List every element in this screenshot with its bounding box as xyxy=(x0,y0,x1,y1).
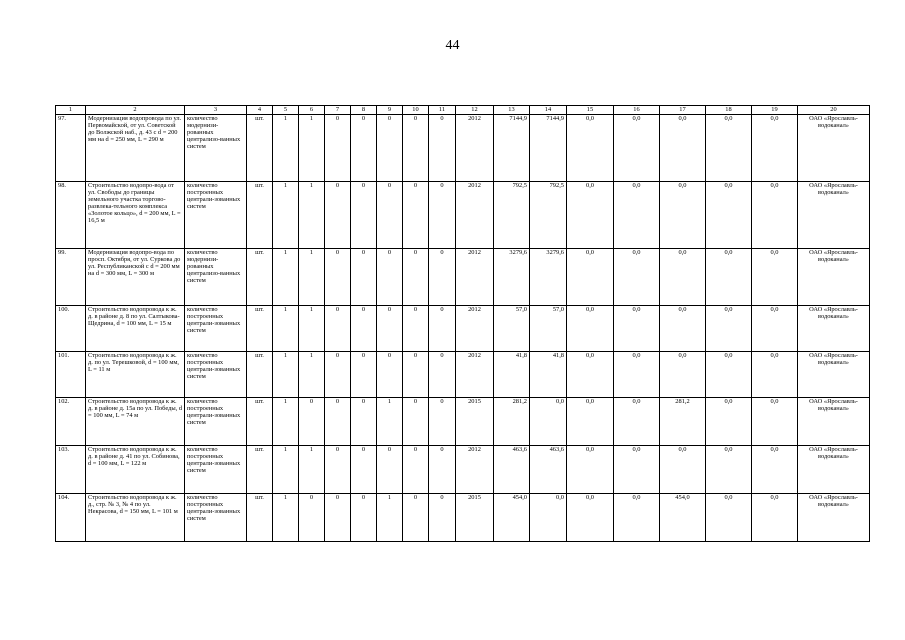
value-col-5: 1 xyxy=(273,352,299,398)
cost-col-16: 0,0 xyxy=(614,249,660,306)
row-number: 99. xyxy=(56,249,86,306)
organization: ОАО «Ярославль-водоканал» xyxy=(798,352,870,398)
row-number: 102. xyxy=(56,398,86,446)
total-cost: 454,0 xyxy=(494,494,530,542)
value-col-11: 0 xyxy=(429,398,456,446)
value-col-5: 1 xyxy=(273,115,299,182)
cost-col-15: 0,0 xyxy=(567,352,614,398)
cost-col-14: 792,5 xyxy=(530,182,567,249)
table-row xyxy=(56,446,870,494)
project-name: Строительство водопровода к ж. д. по ул. Терешковой, d = 100 мм, L = 11 м xyxy=(86,352,185,398)
year: 2012 xyxy=(456,182,494,249)
cost-col-14: 0,0 xyxy=(530,494,567,542)
value-col-8: 0 xyxy=(351,249,377,306)
cost-col-14: 57,0 xyxy=(530,306,567,352)
project-name: Строительство водопро-вода от ул. Свободы до границы земельного участка торгово-развлека-тельного комплекса «Золотое кольцо», d = 200 мм, L = 16,5 м xyxy=(86,182,185,249)
year: 2012 xyxy=(456,115,494,182)
cost-col-16: 0,0 xyxy=(614,494,660,542)
value-col-8: 0 xyxy=(351,446,377,494)
total-cost: 57,0 xyxy=(494,306,530,352)
column-number-9: 9 xyxy=(377,106,403,115)
table-row xyxy=(56,115,870,182)
total-cost: 3279,6 xyxy=(494,249,530,306)
value-col-6: 1 xyxy=(299,182,325,249)
cost-col-14: 463,6 xyxy=(530,446,567,494)
value-col-7: 0 xyxy=(325,115,351,182)
cost-col-17: 281,2 xyxy=(660,398,706,446)
value-col-7: 0 xyxy=(325,352,351,398)
value-col-9: 0 xyxy=(377,306,403,352)
column-number-4: 4 xyxy=(247,106,273,115)
project-name: Строительство водопровода к ж. д. в районе д. 41 по ул. Собинова, d = 100 мм, L = 122 м xyxy=(86,446,185,494)
total-cost: 792,5 xyxy=(494,182,530,249)
value-col-8: 0 xyxy=(351,352,377,398)
value-col-9: 0 xyxy=(377,352,403,398)
total-cost: 7144,9 xyxy=(494,115,530,182)
value-col-9: 1 xyxy=(377,398,403,446)
cost-col-14: 3279,6 xyxy=(530,249,567,306)
value-col-7: 0 xyxy=(325,398,351,446)
table-row xyxy=(56,306,870,352)
cost-col-17: 0,0 xyxy=(660,446,706,494)
cost-col-18: 0,0 xyxy=(706,115,752,182)
total-cost: 281,2 xyxy=(494,398,530,446)
value-col-11: 0 xyxy=(429,249,456,306)
year: 2012 xyxy=(456,306,494,352)
value-col-10: 0 xyxy=(403,182,429,249)
value-col-5: 1 xyxy=(273,494,299,542)
table-row xyxy=(56,182,870,249)
total-cost: 463,6 xyxy=(494,446,530,494)
year: 2012 xyxy=(456,446,494,494)
cost-col-16: 0,0 xyxy=(614,352,660,398)
organization: ОАО «Ярославль-водоканал» xyxy=(798,249,870,306)
cost-col-15: 0,0 xyxy=(567,249,614,306)
cost-col-19: 0,0 xyxy=(752,398,798,446)
cost-col-17: 0,0 xyxy=(660,182,706,249)
cost-col-19: 0,0 xyxy=(752,182,798,249)
organization: ОАО «Ярославль-водоканал» xyxy=(798,398,870,446)
column-number-12: 12 xyxy=(456,106,494,115)
row-number: 101. xyxy=(56,352,86,398)
value-col-5: 1 xyxy=(273,249,299,306)
indicator: количество построенных централи-зованных систем xyxy=(185,494,247,542)
cost-col-18: 0,0 xyxy=(706,446,752,494)
value-col-6: 0 xyxy=(299,494,325,542)
table-row xyxy=(56,352,870,398)
cost-col-18: 0,0 xyxy=(706,249,752,306)
project-name: Строительство водопровода к ж. д. в районе д. 8 по ул. Салтыкова-Щедрина, d = 100 мм, L = 15 м xyxy=(86,306,185,352)
value-col-8: 0 xyxy=(351,494,377,542)
column-number-18: 18 xyxy=(706,106,752,115)
value-col-6: 1 xyxy=(299,306,325,352)
cost-col-17: 454,0 xyxy=(660,494,706,542)
cost-col-15: 0,0 xyxy=(567,494,614,542)
organization: ОАО «Ярославль-водоканал» xyxy=(798,115,870,182)
cost-col-19: 0,0 xyxy=(752,446,798,494)
table-row xyxy=(56,398,870,446)
value-col-5: 1 xyxy=(273,398,299,446)
unit: шт. xyxy=(247,182,273,249)
cost-col-15: 0,0 xyxy=(567,115,614,182)
value-col-8: 0 xyxy=(351,182,377,249)
value-col-6: 1 xyxy=(299,352,325,398)
value-col-11: 0 xyxy=(429,115,456,182)
column-number-15: 15 xyxy=(567,106,614,115)
cost-col-19: 0,0 xyxy=(752,115,798,182)
project-name: Модернизация водопро-вода по просп. Октября, от ул. Суркова до ул. Республиканской с d = 200 мм на d = 300 мм, L = 300 м xyxy=(86,249,185,306)
column-number-1: 1 xyxy=(56,106,86,115)
year: 2015 xyxy=(456,494,494,542)
value-col-6: 0 xyxy=(299,398,325,446)
row-number: 104. xyxy=(56,494,86,542)
cost-col-18: 0,0 xyxy=(706,182,752,249)
unit: шт. xyxy=(247,352,273,398)
unit: шт. xyxy=(247,494,273,542)
value-col-11: 0 xyxy=(429,306,456,352)
value-col-7: 0 xyxy=(325,446,351,494)
value-col-9: 0 xyxy=(377,115,403,182)
value-col-5: 1 xyxy=(273,306,299,352)
cost-col-19: 0,0 xyxy=(752,352,798,398)
value-col-8: 0 xyxy=(351,398,377,446)
cost-col-17: 0,0 xyxy=(660,249,706,306)
unit: шт. xyxy=(247,446,273,494)
cost-col-19: 0,0 xyxy=(752,249,798,306)
row-number: 98. xyxy=(56,182,86,249)
cost-col-14: 41,8 xyxy=(530,352,567,398)
cost-col-14: 7144,9 xyxy=(530,115,567,182)
organization: ОАО «Ярославль-водоканал» xyxy=(798,182,870,249)
indicator: количество построенных централи-зованных систем xyxy=(185,306,247,352)
value-col-5: 1 xyxy=(273,182,299,249)
value-col-8: 0 xyxy=(351,306,377,352)
cost-col-18: 0,0 xyxy=(706,306,752,352)
project-name: Строительство водопровода к ж. д., стр. № 3, № 4 по ул. Некрасова, d = 150 мм, L = 101 м xyxy=(86,494,185,542)
page-number: 44 xyxy=(445,38,460,53)
indicator: количество построенных централи-зованных систем xyxy=(185,446,247,494)
indicator: количество модернизи-рованных централизо-ванных систем xyxy=(185,249,247,306)
column-number-19: 19 xyxy=(752,106,798,115)
cost-col-18: 0,0 xyxy=(706,398,752,446)
column-number-row xyxy=(56,106,870,115)
value-col-7: 0 xyxy=(325,249,351,306)
table-row xyxy=(56,494,870,542)
table-row xyxy=(56,249,870,306)
year: 2015 xyxy=(456,398,494,446)
value-col-9: 0 xyxy=(377,249,403,306)
indicator: количество построенных централи-зованных систем xyxy=(185,352,247,398)
table-body xyxy=(56,115,870,542)
column-number-13: 13 xyxy=(494,106,530,115)
value-col-5: 1 xyxy=(273,446,299,494)
value-col-7: 0 xyxy=(325,494,351,542)
cost-col-18: 0,0 xyxy=(706,352,752,398)
value-col-10: 0 xyxy=(403,494,429,542)
value-col-10: 0 xyxy=(403,398,429,446)
column-number-3: 3 xyxy=(185,106,247,115)
value-col-11: 0 xyxy=(429,352,456,398)
cost-col-19: 0,0 xyxy=(752,494,798,542)
cost-col-17: 0,0 xyxy=(660,306,706,352)
value-col-9: 1 xyxy=(377,494,403,542)
year: 2012 xyxy=(456,249,494,306)
program-table xyxy=(55,105,870,542)
column-number-5: 5 xyxy=(273,106,299,115)
cost-col-17: 0,0 xyxy=(660,115,706,182)
value-col-10: 0 xyxy=(403,249,429,306)
value-col-6: 1 xyxy=(299,115,325,182)
unit: шт. xyxy=(247,115,273,182)
value-col-7: 0 xyxy=(325,182,351,249)
indicator: количество построенных централи-зованных систем xyxy=(185,398,247,446)
cost-col-16: 0,0 xyxy=(614,446,660,494)
column-number-17: 17 xyxy=(660,106,706,115)
value-col-10: 0 xyxy=(403,115,429,182)
indicator: количество построенных централи-зованных систем xyxy=(185,182,247,249)
cost-col-18: 0,0 xyxy=(706,494,752,542)
cost-col-15: 0,0 xyxy=(567,398,614,446)
value-col-11: 0 xyxy=(429,182,456,249)
project-name: Строительство водопровода к ж. д. в районе д. 15а по ул. Победы, d = 100 мм, L = 74 м xyxy=(86,398,185,446)
cost-col-15: 0,0 xyxy=(567,182,614,249)
unit: шт. xyxy=(247,306,273,352)
cost-col-14: 0,0 xyxy=(530,398,567,446)
value-col-9: 0 xyxy=(377,446,403,494)
value-col-10: 0 xyxy=(403,446,429,494)
cost-col-16: 0,0 xyxy=(614,306,660,352)
cost-col-15: 0,0 xyxy=(567,446,614,494)
indicator: количество модернизи-рованных централизо-ванных систем xyxy=(185,115,247,182)
row-number: 100. xyxy=(56,306,86,352)
column-number-7: 7 xyxy=(325,106,351,115)
cost-col-15: 0,0 xyxy=(567,306,614,352)
unit: шт. xyxy=(247,398,273,446)
value-col-9: 0 xyxy=(377,182,403,249)
total-cost: 41,8 xyxy=(494,352,530,398)
value-col-11: 0 xyxy=(429,494,456,542)
organization: ОАО «Ярославль-водоканал» xyxy=(798,446,870,494)
column-number-8: 8 xyxy=(351,106,377,115)
column-number-16: 16 xyxy=(614,106,660,115)
column-number-2: 2 xyxy=(86,106,185,115)
value-col-6: 1 xyxy=(299,446,325,494)
row-number: 103. xyxy=(56,446,86,494)
value-col-6: 1 xyxy=(299,249,325,306)
column-number-6: 6 xyxy=(299,106,325,115)
column-number-10: 10 xyxy=(403,106,429,115)
row-number: 97. xyxy=(56,115,86,182)
year: 2012 xyxy=(456,352,494,398)
cost-col-19: 0,0 xyxy=(752,306,798,352)
cost-col-16: 0,0 xyxy=(614,115,660,182)
organization: ОАО «Ярославль-водоканал» xyxy=(798,494,870,542)
project-name: Модернизация водопровода по ул. Первомайской, от ул. Советской до Волжской наб., д. 43 с d = 200 мм на d = 250 мм, L = 290 м xyxy=(86,115,185,182)
cost-col-17: 0,0 xyxy=(660,352,706,398)
value-col-10: 0 xyxy=(403,352,429,398)
cost-col-16: 0,0 xyxy=(614,398,660,446)
column-number-11: 11 xyxy=(429,106,456,115)
column-number-20: 20 xyxy=(798,106,870,115)
organization: ОАО «Ярославль-водоканал» xyxy=(798,306,870,352)
value-col-8: 0 xyxy=(351,115,377,182)
value-col-10: 0 xyxy=(403,306,429,352)
cost-col-16: 0,0 xyxy=(614,182,660,249)
column-number-14: 14 xyxy=(530,106,567,115)
value-col-11: 0 xyxy=(429,446,456,494)
value-col-7: 0 xyxy=(325,306,351,352)
unit: шт. xyxy=(247,249,273,306)
